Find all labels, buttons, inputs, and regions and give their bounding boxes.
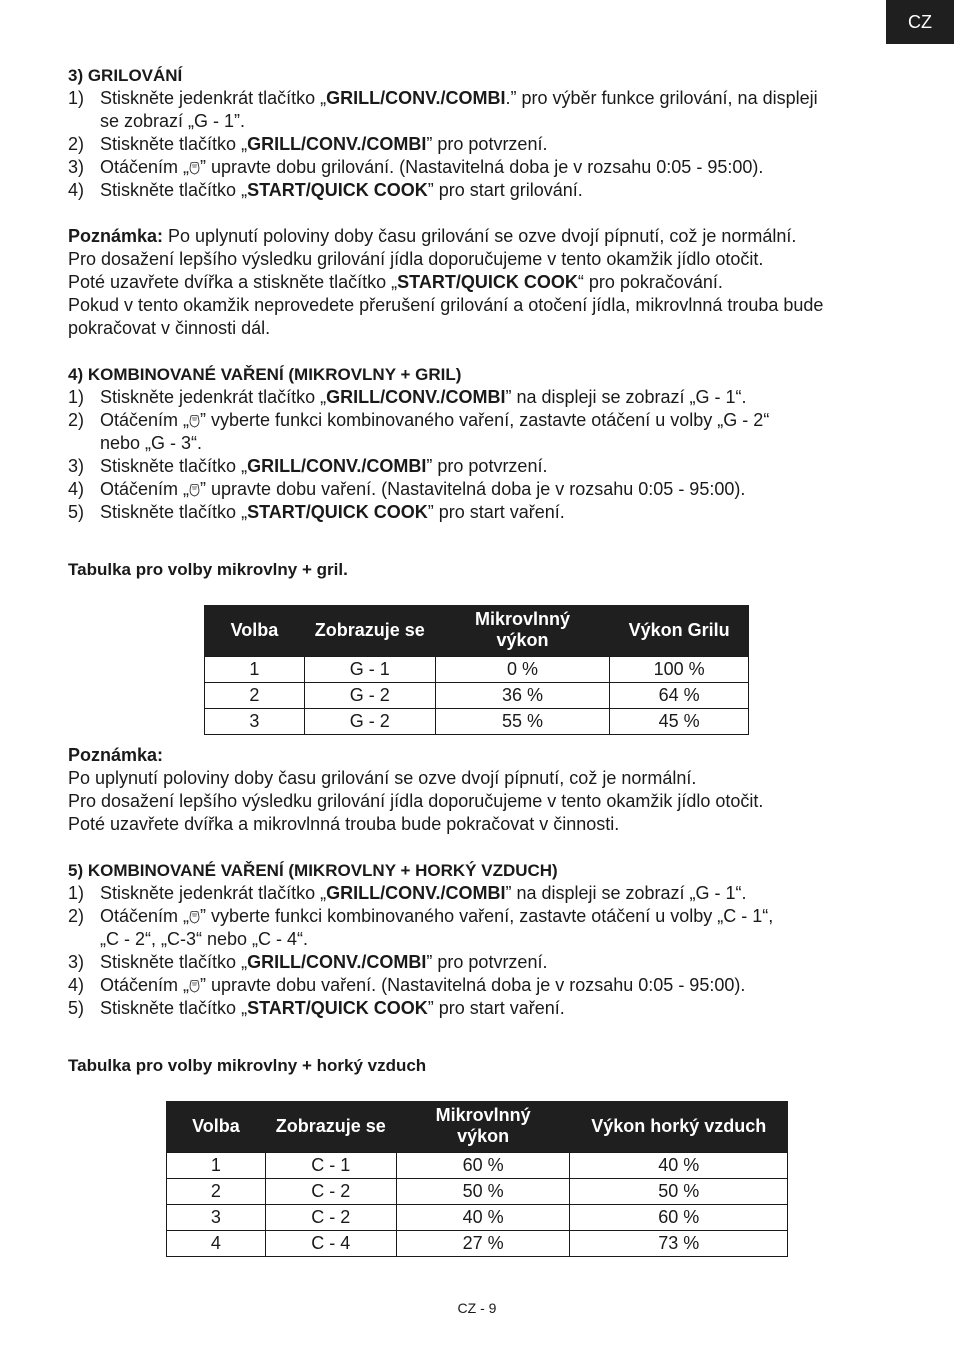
list-item: 1) Stiskněte jedenkrát tlačítko „GRILL/CONV./COMBI” na displeji se zobrazí „G - 1“. <box>68 883 747 903</box>
column-header: Zobrazuje se <box>304 605 435 656</box>
table-1-caption: Tabulka pro volby mikrovlny + gril. <box>68 560 348 579</box>
dial-knob-icon <box>189 415 200 428</box>
list-item: 2) Otáčením „ ” vyberte funkci kombinovaného vaření, zastavte otáčení u volby „G - 2“ nebo „G - 3“. <box>68 410 770 453</box>
list-item: 1) Stiskněte jedenkrát tlačítko „GRILL/CONV./COMBI” na displeji se zobrazí „G - 1“. <box>68 387 747 407</box>
section-5-heading: 5) KOMBINOVANÉ VAŘENÍ (MIKROVLNY + HORKÝ VZDUCH) <box>68 861 558 880</box>
section-5-steps <box>68 882 888 1020</box>
table-2 <box>166 1101 788 1257</box>
list-item: 5) Stiskněte tlačítko „START/QUICK COOK” pro start vaření. <box>68 998 565 1018</box>
dial-knob-icon <box>189 911 200 924</box>
table-row: 1 G - 1 0 % 100 % <box>205 656 749 682</box>
column-header: Mikrovlnný výkon <box>396 1101 570 1152</box>
table-row: 1 C - 1 60 % 40 % <box>167 1152 788 1178</box>
list-item: 3) Stiskněte tlačítko „GRILL/CONV./COMBI” pro potvrzení. <box>68 952 548 972</box>
section-3-steps <box>68 87 888 202</box>
column-header: Výkon horký vzduch <box>570 1101 788 1152</box>
list-item: 2) Otáčením „ ” vyberte funkci kombinovaného vaření, zastavte otáčení u volby „C - 1“, „C - 2“, „C-3“ nebo „C - 4“. <box>68 906 774 949</box>
page-content <box>68 64 888 581</box>
note-label: Poznámka: <box>68 226 164 246</box>
list-item: 4) Stiskněte tlačítko „START/QUICK COOK” pro start grilování. <box>68 180 583 200</box>
list-item: 3) Otáčením „ ” upravte dobu grilování. (Nastavitelná doba je v rozsahu 0:05 - 95:00). <box>68 157 764 177</box>
note-label: Poznámka: <box>68 745 164 765</box>
column-header: Výkon Grilu <box>610 605 749 656</box>
table-row: 3 C - 2 40 % 60 % <box>167 1204 788 1230</box>
table-row: 2 G - 2 36 % 64 % <box>205 682 749 708</box>
dial-knob-icon <box>189 980 200 993</box>
table-2-caption: Tabulka pro volby mikrovlny + horký vzduch <box>68 1056 427 1075</box>
list-item: 1) Stiskněte jedenkrát tlačítko „GRILL/CONV./COMBI.” pro výběr funkce grilování, na displeji se zobrazí „G - 1”. <box>68 88 818 131</box>
column-header: Zobrazuje se <box>265 1101 396 1152</box>
dial-knob-icon <box>189 162 200 175</box>
list-item: 2) Stiskněte tlačítko „GRILL/CONV./COMBI” pro potvrzení. <box>68 134 548 154</box>
section-3-heading: 3) GRILOVÁNÍ <box>68 66 183 85</box>
note-2: Poznámka: Po uplynutí poloviny doby času grilování se ozve dvojí pípnutí, což je normální. Pro dosažení lepšího výsledku grilování jídla doporučujeme v tento okamžik jídlo otočit. Poté uzavřete dvířka a mikrovlnná trouba bude pokračovat v činnosti. <box>68 745 764 834</box>
dial-knob-icon <box>189 484 200 497</box>
table-row: 2 C - 2 50 % 50 % <box>167 1178 788 1204</box>
language-tab <box>886 0 954 44</box>
column-header: Mikrovlnný výkon <box>435 605 610 656</box>
page-number: CZ - 9 <box>457 1300 497 1316</box>
list-item: 4) Otáčením „ ” upravte dobu vaření. (Nastavitelná doba je v rozsahu 0:05 - 95:00). <box>68 479 746 499</box>
section-4-steps <box>68 386 888 524</box>
language-label: CZ <box>908 11 932 32</box>
page-content-lower <box>68 744 888 1077</box>
list-item: 3) Stiskněte tlačítko „GRILL/CONV./COMBI” pro potvrzení. <box>68 456 548 476</box>
section-4-heading: 4) KOMBINOVANÉ VAŘENÍ (MIKROVLNY + GRIL) <box>68 365 462 384</box>
column-header: Volba <box>167 1101 266 1152</box>
table-row: 3 G - 2 55 % 45 % <box>205 708 749 734</box>
list-item: 4) Otáčením „ ” upravte dobu vaření. (Nastavitelná doba je v rozsahu 0:05 - 95:00). <box>68 975 746 995</box>
table-row: 4 C - 4 27 % 73 % <box>167 1230 788 1256</box>
column-header: Volba <box>205 605 305 656</box>
note-1: Poznámka: Po uplynutí poloviny doby času grilování se ozve dvojí pípnutí, což je normální. Pro dosažení lepšího výsledku grilování jídla doporučujeme v tento okamžik jídlo otočit. Poté uzavřete dvířka a stiskněte tlačítko „START/QUICK COOK“ pro pokračování. Pokud v tento okamžik neprovedete přerušení grilování a otočení jídla, mikrovlnná trouba bude pokračovat v činnosti dál. <box>68 226 824 338</box>
list-item: 5) Stiskněte tlačítko „START/QUICK COOK” pro start vaření. <box>68 502 565 522</box>
table-1 <box>204 605 749 735</box>
